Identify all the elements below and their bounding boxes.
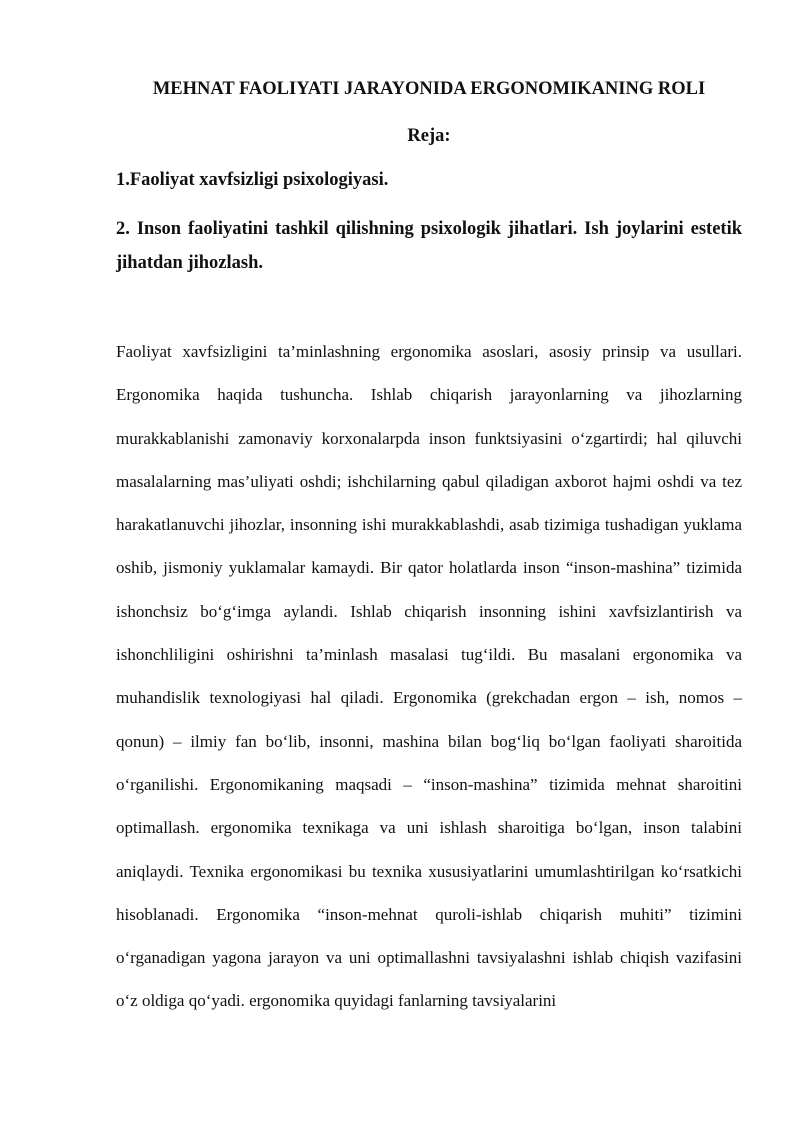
document-title: MEHNAT FAOLIYATI JARAYONIDA ERGONOMIKANING ROLI xyxy=(152,79,706,99)
body-paragraph: Faoliyat xavfsizligini ta’minlashning ergonomika asoslari, asosiy prinsip va usullari. Ergonomika haqida tushuncha. Ishlab chiqarish jarayonlarning va jihozlarning murakkablanishi zamonaviy korxonalarpda inson funktsiyasini o‘zgartirdi; hal qiluvchi masalalarning mas’uliyati oshdi; ishchilarning qabul qiladigan axborot hajmi oshdi va tez harakatlanuvchi jihozlar, insonning ishi murakkablashdi, asab tizimiga tushadigan yuklama oshib, jismoniy yuklamalar kamaydi. Bir qator holatlarda inson “inson-mashina” tizimida ishonchsiz bo‘g‘imga aylandi. Ishlab chiqarish insonning ishini xavfsizlantirish va ishonchliligini oshirishni ta’minlash masalasi tug‘ildi. Bu masalani ergonomika va muhandislik texnologiyasi hal qiladi. Ergonomika (grekchadan ergon – ish, nomos – qonun) – ilmiy fan bo‘lib, insonni, mashina bilan bog‘liq bo‘lgan faoliyati sharoitida o‘rganilishi. Ergonomikaning maqsadi – “inson-mashina” tizimida mehnat sharoitini optimallash. ergonomika texnikaga va uni ishlash sharoitiga bo‘lgan, inson talabini aniqlaydi. Texnika ergonomikasi bu texnika xususiyatlarini umumlashtirilgan ko‘rsatkichi hisoblanadi. Ergonomika “inson-mehnat quroli-ishlab chiqarish muhiti” tizimini o‘rganadigan yagona jarayon va uni optimallashni tavsiyalashni ishlab chiqish vazifasini o‘z oldiga qo‘yadi. ergonomika quyidagi fanlarning tavsiyalarini xyxy=(116,342,742,1011)
plan-heading: Reja: xyxy=(407,126,451,146)
plan-item-1: 1.Faoliyat xavfsizligi psixologiyasi. xyxy=(116,170,389,190)
plan-item-2: 2. Inson faoliyatini tashkil qilishning psixologik jihatlari. Ish joylarini estetik jihatdan jihozlash. xyxy=(116,219,742,273)
